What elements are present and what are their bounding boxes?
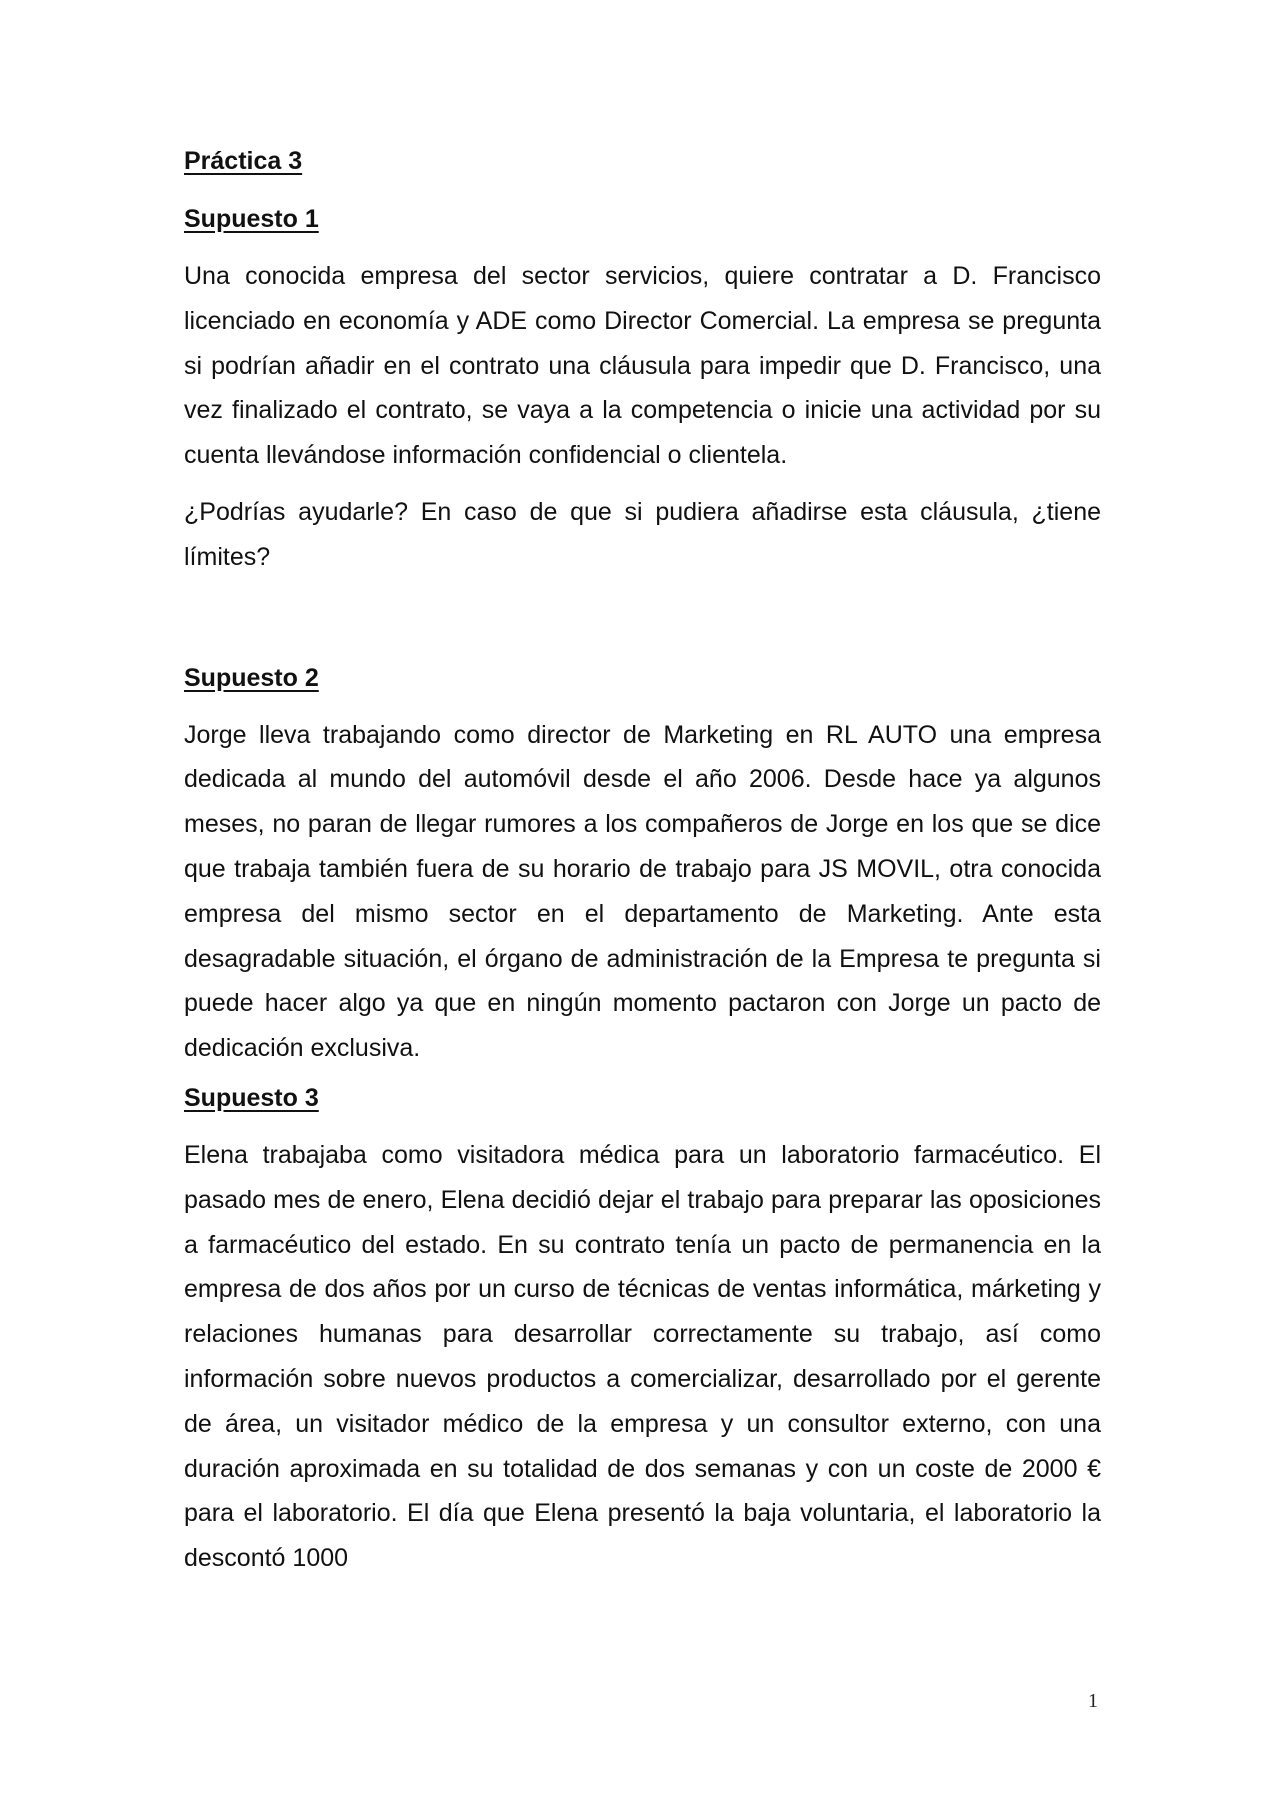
section-supuesto-3 <box>184 1083 1101 1581</box>
section-paragraph: ¿Podrías ayudarle? En caso de que si pudiera añadirse esta cláusula, ¿tiene límites? <box>184 497 1101 571</box>
section-paragraph: Elena trabajaba como visitadora médica para un laboratorio farmacéutico. El pasado mes de enero, Elena decidió dejar el trabajo para preparar las oposiciones a farmacéutico del estado. En su contrato tenía un pacto de permanencia en la empresa de dos años por un curso de técnicas de ventas informática, márketing y relaciones humanas para desarrollar correctamente su trabajo, así como información sobre nuevos productos a comercializar, desarrollado por el gerente de área, un visitador médico de la empresa y un consultor externo, con una duración aproximada en su totalidad de dos semanas y con un coste de 2000 € para el laboratorio. El día que Elena presentó la baja voluntaria, el laboratorio la descontó 1000 <box>184 1140 1101 1573</box>
section-heading: Supuesto 2 <box>184 663 319 692</box>
page-number: 1 <box>1088 1690 1098 1712</box>
section-supuesto-1 <box>184 204 1101 580</box>
section-heading: Supuesto 3 <box>184 1083 319 1112</box>
section-supuesto-2 <box>184 663 1101 1071</box>
document-page <box>184 146 1101 1581</box>
section-heading: Supuesto 1 <box>184 205 319 233</box>
document-title-block <box>184 146 1101 176</box>
section-paragraph: Una conocida empresa del sector servicios, quiere contratar a D. Francisco licenciado en economía y ADE como Director Comercial. La empresa se pregunta si podrían añadir en el contrato una cláusula para impedir que D. Francisco, una vez finalizado el contrato, se vaya a la competencia o inicie una actividad por su cuenta llevándose información confidencial o clientela. <box>184 262 1101 470</box>
section-paragraph: Jorge lleva trabajando como director de Marketing en RL AUTO una empresa dedicada al mundo del automóvil desde el año 2006. Desde hace ya algunos meses, no paran de llegar rumores a los compañeros de Jorge en los que se dice que trabaja también fuera de su horario de trabajo para JS MOVIL, otra conocida empresa del mismo sector en el departamento de Marketing. Ante esta desagradable situación, el órgano de administración de la Empresa te pregunta si puede hacer algo ya que en ningún momento pactaron con Jorge un pacto de dedicación exclusiva. <box>184 720 1101 1063</box>
document-title: Práctica 3 <box>184 147 303 175</box>
